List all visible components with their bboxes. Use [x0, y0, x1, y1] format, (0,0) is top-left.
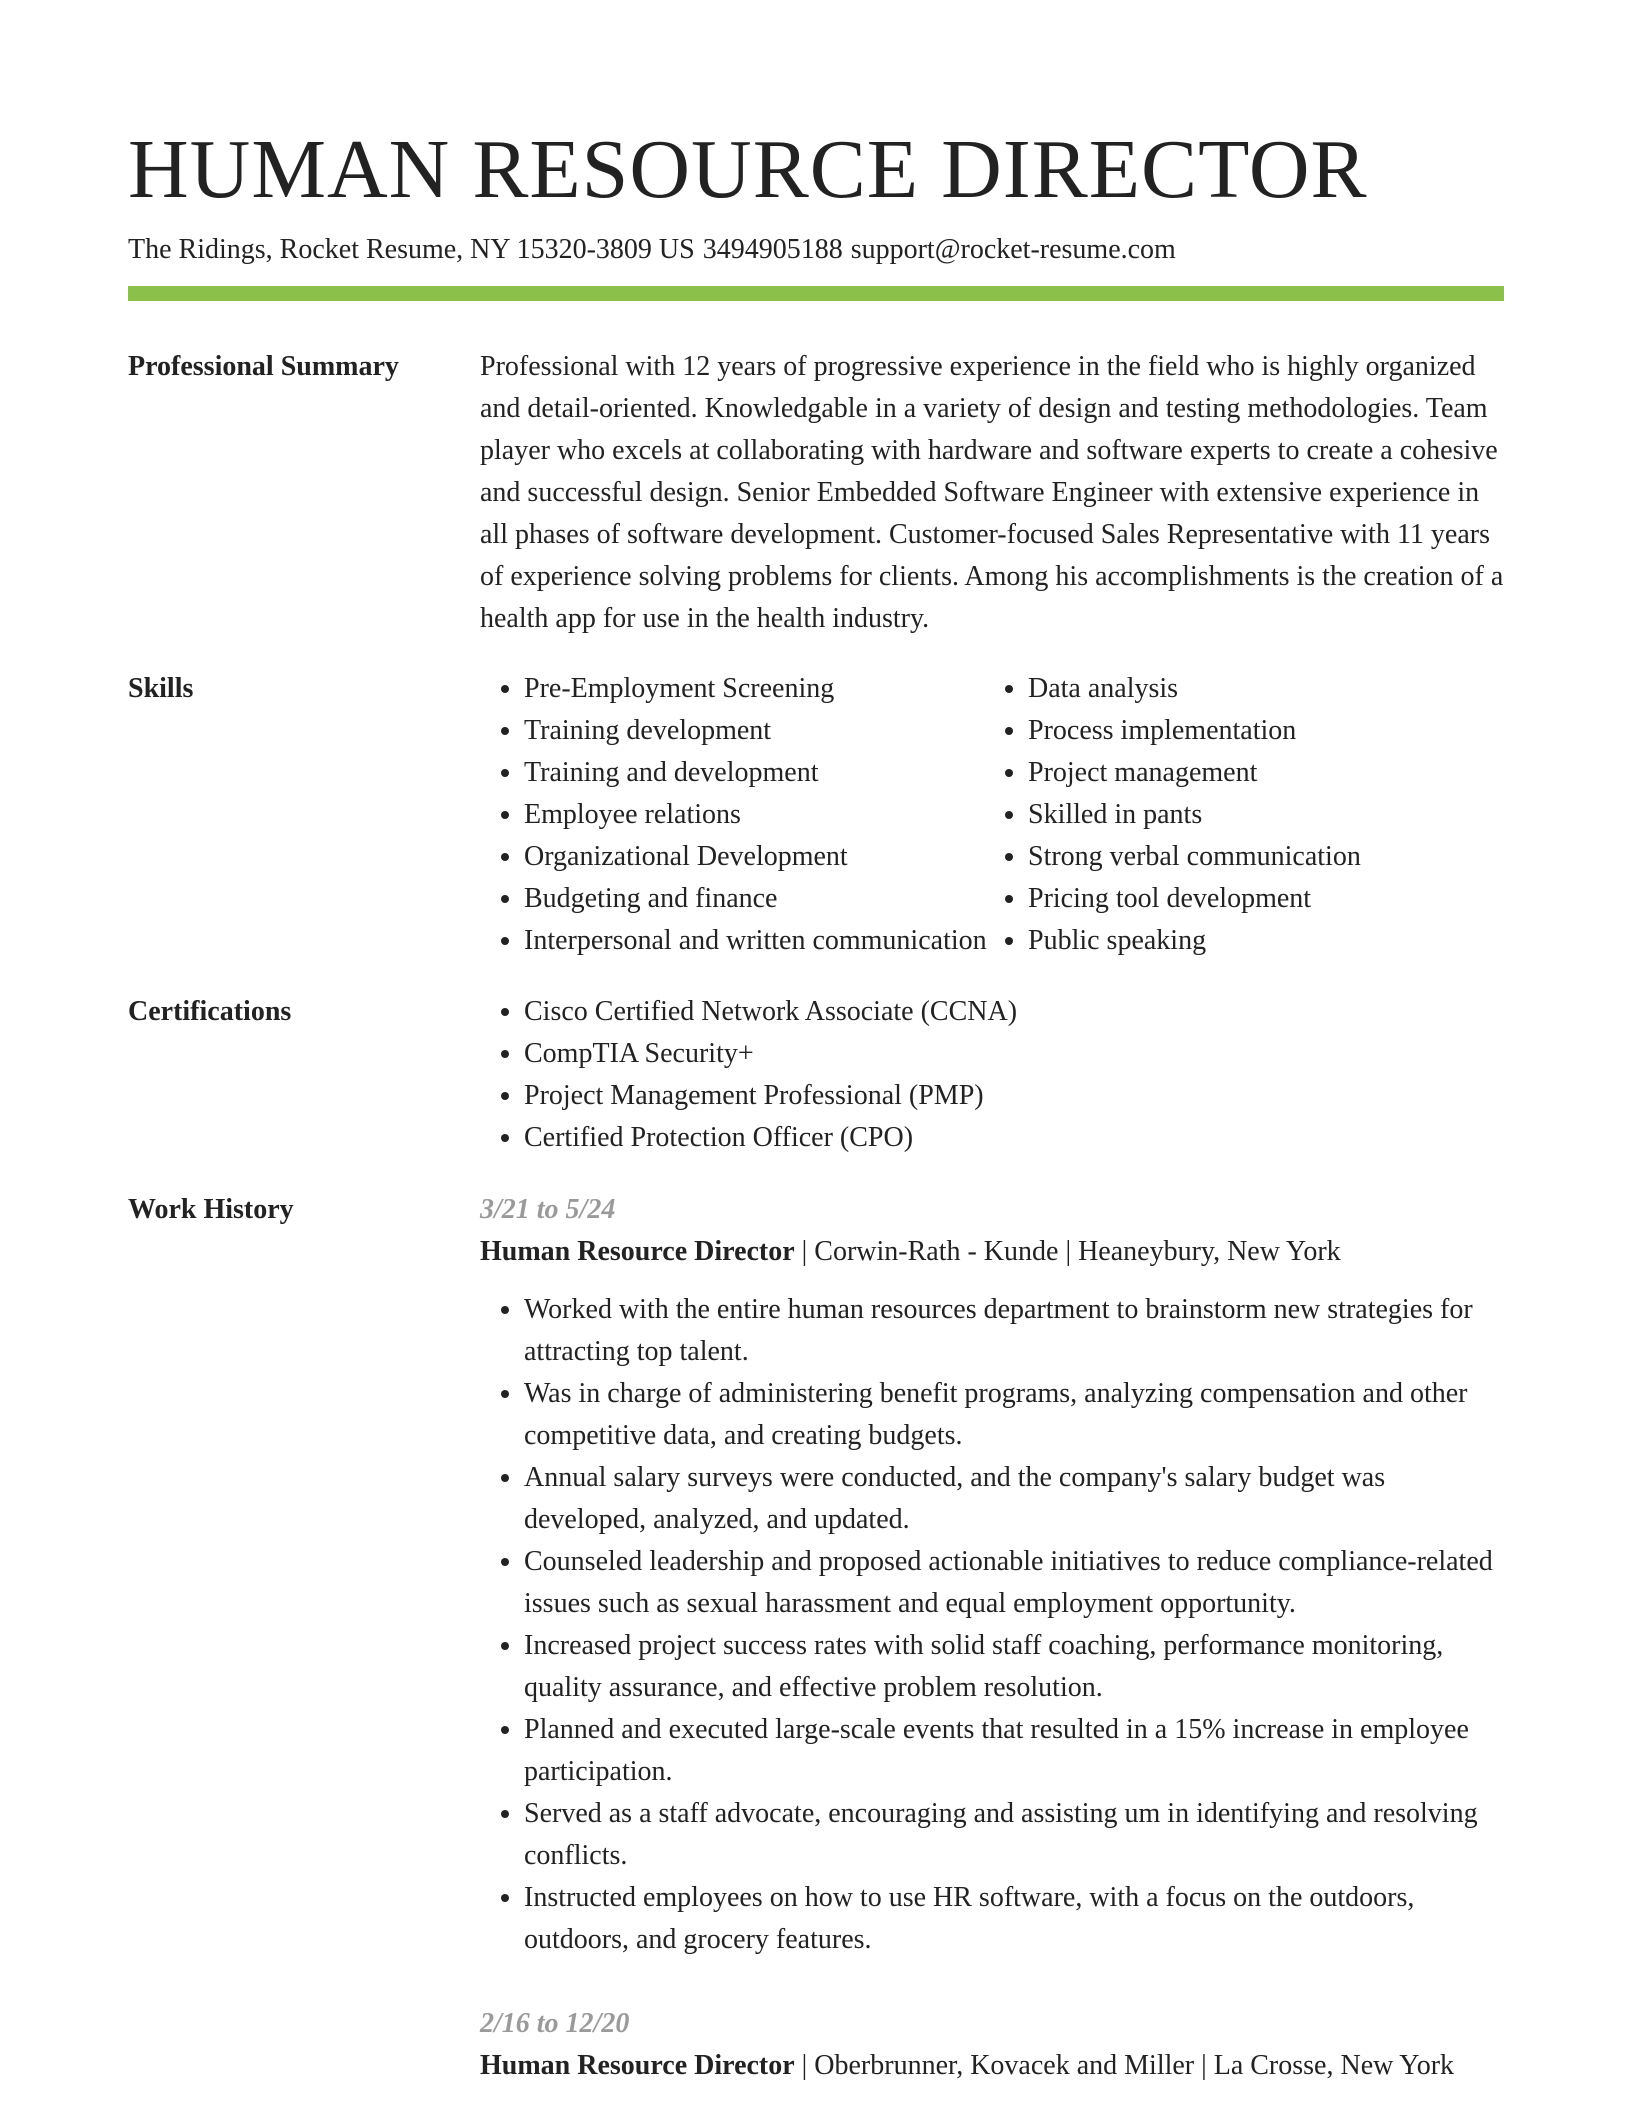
skill-item: • Project management	[1028, 752, 1548, 794]
work-history-content	[480, 1189, 1504, 2103]
contact-address: The Ridings, Rocket Resume, NY 15320-3809 US	[128, 234, 695, 265]
skill-item: • Interpersonal and written communication	[524, 920, 984, 962]
certifications-heading: Certifications	[128, 996, 292, 1027]
job-bullet: • Instructed employees on how to use HR software, with a focus on the outdoors, outdoors, and grocery features.	[524, 1877, 1504, 1961]
work-history-heading: Work History	[128, 1194, 294, 1225]
job-dates: 3/21 to 5/24	[480, 1194, 616, 1225]
contact-phone: 3494905188	[702, 234, 843, 265]
certifications-list	[480, 991, 1504, 1159]
job-title: Human Resource Director	[480, 1236, 795, 1267]
skills-list-left	[480, 668, 987, 962]
skill-item: • Budgeting and finance	[524, 878, 984, 920]
skill-item: • Process implementation	[1028, 710, 1548, 752]
skills-heading: Skills	[128, 673, 194, 704]
work-history-section	[128, 1189, 1504, 2089]
job-header-line	[480, 1231, 1504, 1273]
job-bullet: • Was in charge of administering benefit programs, analyzing compensation and other competitive data, and creating budgets.	[524, 1373, 1504, 1457]
accent-divider	[128, 286, 1504, 301]
summary-section	[128, 346, 1504, 636]
certification-item: • Certified Protection Officer (CPO)	[524, 1117, 1504, 1159]
job-bullet: • Increased project success rates with solid staff coaching, performance monitoring, quality assurance, and effective problem resolution.	[524, 1625, 1504, 1709]
job-dates: 2/16 to 12/20	[480, 2008, 630, 2039]
certifications-content	[480, 991, 1504, 1159]
job-bullet: • Counseled leadership and proposed actionable initiatives to reduce compliance-related issues such as sexual harassment and equal employment opportunity.	[524, 1541, 1504, 1625]
contact-line	[128, 230, 1504, 270]
job-header-line	[480, 2045, 1504, 2087]
skill-item: • Training and development	[524, 752, 984, 794]
job-bullets	[480, 1289, 1504, 1961]
job-bullet: • Planned and executed large-scale events that resulted in a 15% increase in employee participation.	[524, 1709, 1504, 1793]
skill-item: • Strong verbal communication	[1028, 836, 1548, 878]
job-bullet: • Annual salary surveys were conducted, and the company's salary budget was developed, analyzed, and updated.	[524, 1457, 1504, 1541]
candidate-name: HUMAN RESOURCE DIRECTOR	[128, 123, 1368, 216]
certification-item: • Project Management Professional (PMP)	[524, 1075, 1504, 1117]
resume-header	[128, 120, 1504, 270]
skill-item: • Skilled in pants	[1028, 794, 1548, 836]
summary-heading: Professional Summary	[128, 351, 399, 382]
job-bullet: • Worked with the entire human resources department to brainstorm new strategies for attracting top talent.	[524, 1289, 1504, 1373]
skill-item: • Pre-Employment Screening	[524, 668, 984, 710]
certifications-section	[128, 991, 1504, 1171]
job-company-location: | Oberbrunner, Kovacek and Miller | La Crosse, New York	[794, 2050, 1455, 2081]
skill-item: • Training development	[524, 710, 984, 752]
job-entry	[480, 1189, 1504, 1961]
skill-item: • Employee relations	[524, 794, 984, 836]
job-bullet: • Served as a staff advocate, encouraging and assisting um in identifying and resolving conflicts.	[524, 1793, 1504, 1877]
skills-section	[128, 668, 1504, 968]
skills-list-right	[984, 668, 1548, 962]
certification-item: • CompTIA Security+	[524, 1033, 1504, 1075]
job-title: Human Resource Director	[480, 2050, 795, 2081]
summary-text: Professional with 12 years of progressive experience in the field who is highly organized and detail-oriented. Knowledgable in a variety of design and testing methodologies. Team player who excels at collaborating with hardware and software experts to create a cohesive and successful design. Senior Embedded Software Engineer with extensive experience in all phases of software development. Customer-focused Sales Representative with 11 years of experience solving problems for clients. Among his accomplishments is the creation of a health app for use in the health industry.	[480, 351, 1504, 634]
summary-content	[480, 346, 1504, 640]
skill-item: • Public speaking	[1028, 920, 1548, 962]
job-company-location: | Corwin-Rath - Kunde | Heaneybury, New York	[794, 1236, 1341, 1267]
job-entry	[480, 2003, 1504, 2087]
contact-email: support@rocket-resume.com	[850, 234, 1176, 265]
skill-item: • Organizational Development	[524, 836, 984, 878]
skills-content	[480, 668, 1504, 962]
skill-item: • Data analysis	[1028, 668, 1548, 710]
certification-item: • Cisco Certified Network Associate (CCNA)	[524, 991, 1504, 1033]
skill-item: • Pricing tool development	[1028, 878, 1548, 920]
